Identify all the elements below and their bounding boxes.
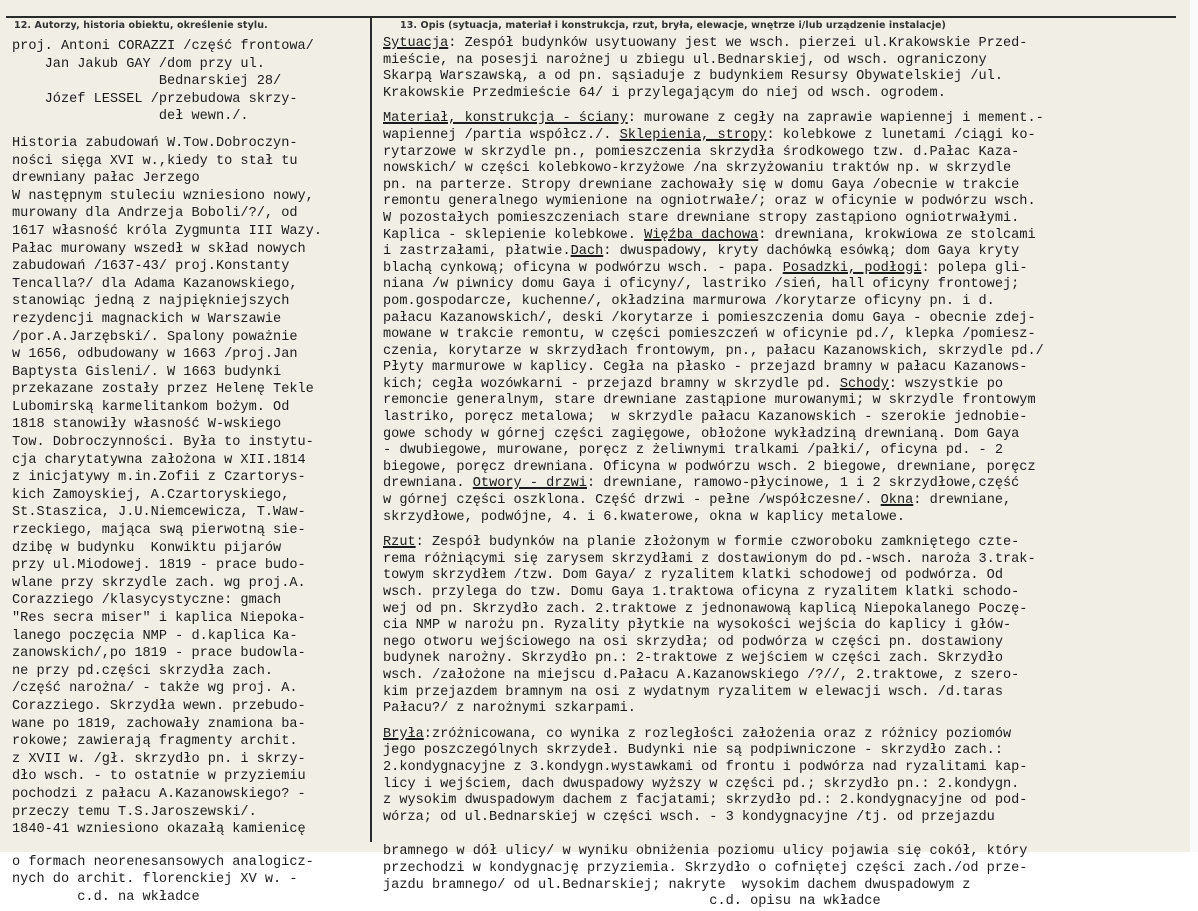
text-line: Bednarskiej 28/ xyxy=(12,74,282,90)
text-line: wej od pn. Skrzydło zach. 2.traktowe z jednonawową kaplicą Niepokalanego Poczę- xyxy=(383,601,1028,617)
text-line: W pozostałych pomieszczeniach stare drewniane stropy zastąpiono ogniotrwałymi. xyxy=(383,210,1020,226)
text-line: przeczy temu T.S.Jaroszewski/. xyxy=(12,804,257,820)
heading-rzut: Rzut xyxy=(383,535,416,551)
text-line: wórza; od ul.Bednarskiej w części wsch. - 3 kondygnacyjne /tj. od przejazdu xyxy=(383,809,995,825)
text-line: Corazziego /klasycystyczne: gmach xyxy=(12,593,282,609)
text-line: z XVII w. /gł. skrzydło pn. i skrzy- xyxy=(12,751,306,767)
text-line: zabudowań /1637-43/ proj.Konstanty xyxy=(12,259,290,275)
heading-bryla: Bryła xyxy=(383,726,424,742)
text-line: stanowiąc jedną z najpiękniejszych xyxy=(12,294,290,310)
text-line: Pałacu?/ z narożnymi szkarpami. xyxy=(383,701,636,717)
text-line: przy ul.Miodowej. 1819 - prace budo- xyxy=(12,558,306,574)
text-line: Corazziego. Skrzydła wewn. przebudo- xyxy=(12,698,306,714)
text-line: pom.gospodarcze, kuchenne/, okładzina marmurowa /korytarze oficyny pn. i d. xyxy=(383,293,995,309)
text-line: drewniany pałac Jerzego xyxy=(12,171,200,187)
top-rule xyxy=(6,16,1176,18)
text-line: Płyty marmurowe w kaplicy. Cegła na płasko - przejazd bramny w pałacu Kazanows- xyxy=(383,360,1028,376)
text-line: pn. na parterze. Stropy drewniane zachowały się w domu Gaya /obecnie w trakcie xyxy=(383,177,1020,193)
text-line: deł wewn./. xyxy=(12,109,249,125)
text-line: Lubomirską karmelitankom bożym. Od xyxy=(12,399,290,415)
text-line: : drewniane, ramowo-płycinowe, 1 i 2 skrzydłowe,część xyxy=(586,476,1020,492)
text-line: zanowskich/,po 1819 - prace budowla- xyxy=(12,646,306,662)
text-line: Tencalla?/ dla Adama Kazanowskiego, xyxy=(12,276,298,292)
text-line: murowany dla Andrzeja Boboli/?/, od xyxy=(12,206,298,222)
text-line: wane po 1819, zachowały znamiona ba- xyxy=(12,716,306,732)
text-line: jego poszczególnych skrzydeł. Budynki nie są podpiwniczone - skrzydło zach.: xyxy=(383,743,1003,759)
continued-note: c.d. opisu na wkładce xyxy=(383,894,881,910)
text-line: wsch. przylega do tzw. Domu Gaya 1.traktowa oficyna z ryzalitem klatki schodo- xyxy=(383,585,1020,600)
text-line: w górnej części oszklona. Część drzwi - pełne /współczesne/. xyxy=(383,493,873,509)
text-line: nego otworu wejściowego na osi skrzydła; od podwórza w części pn. dostawiony xyxy=(383,634,1003,650)
text-line: mowane w trakcie remontu, w części pomieszczeń w oficynie pd./, klepka /pomiesz- xyxy=(383,327,1036,343)
text-line: blachą cynkową; oficyna w podwórzu wsch. - papa. xyxy=(383,260,775,276)
heading-schody: Schody xyxy=(839,376,889,392)
text-line: 1840-41 wzniesiono okazałą kamienicę xyxy=(12,822,306,838)
text-line: 1818 stanowiły własność W-wskiego xyxy=(12,417,282,433)
text-line: 1617 własność króla Zygmunta III Wazy. xyxy=(12,223,322,239)
text-line: : Zespół budynków usytuowany jest we wsch. pierzei ul.Krakowskie Przed- xyxy=(448,36,1028,51)
text-line: - dwubiegowe, murowane, poręcz z żeliwnymi tralkami /pałki/, oficyna pd. - 2 xyxy=(383,443,1003,459)
text-line: kich Zamoyskiej, A.Czartoryskiego, xyxy=(12,487,290,503)
history-column xyxy=(12,38,366,907)
text-line: ności sięga XVI w.,kiedy to stał tu xyxy=(12,153,298,169)
text-line: rzeckiego, mająca swą pierwotną sie- xyxy=(12,523,306,539)
text-line: : wszystkie po xyxy=(888,376,1004,392)
heading-sytuacja: Sytuacja xyxy=(383,36,449,51)
text-line: /część narożna/ - także wg proj. A. xyxy=(12,681,298,697)
text-line: mieście, na posesji narożnej u zbiegu ul.Bednarskiej, od wsch. ograniczony xyxy=(383,52,987,68)
heading-sklepienia: Sklepienia, stropy xyxy=(619,127,767,143)
text-line: W następnym stuleciu wzniesiono nowy, xyxy=(12,188,314,204)
heading-material: Materiał, konstrukcja - ściany xyxy=(383,111,628,127)
text-line: lanego poczęcia NMP - d.kaplica Ka- xyxy=(12,628,298,644)
text-line: : drewniana, krokwiowa ze stolcami xyxy=(758,227,1036,243)
continued-note: c.d. na wkładce xyxy=(12,889,200,905)
text-line: o formach neorenesansowych analogicz- xyxy=(12,854,314,870)
text-line: licy i wejściem, dach dwuspadowy wyższy w części pd.; skrzydło pn.: 2.kondygn. xyxy=(383,776,1020,792)
text-line: "Res secra miser" i kaplica Niepoka- xyxy=(12,611,306,626)
text-line: remontu generalnego wymienione na ogniotrwałe/; oraz w oficynie w podwórzu wsch. xyxy=(383,194,1036,210)
text-line: rema różniącymi się zarysem skrzydłami z dostawionym do pd.-wsch. naroża 3.trak- xyxy=(383,551,1036,567)
text-line: przekazane zostały przez Helenę Tekle xyxy=(12,382,314,398)
text-line: pochodzi z pałacu A.Kazanowskiego? - xyxy=(12,786,306,802)
text-line: :zróżnicowana, co wynika z rozległości założenia oraz z różnicy poziomów xyxy=(423,726,1012,742)
text-line: drewniana. xyxy=(383,476,465,492)
text-line: Pałac murowany wszedł w skład nowych xyxy=(12,241,306,257)
text-line: Historia zabudowań W.Tow.Dobroczyn- xyxy=(12,135,298,151)
heading-otwory: Otwory - drzwi xyxy=(472,476,587,492)
text-line: z wysokim dwuspadowym dachem z facjatami; skrzydło pd.: 2.kondygnacyjne od pod- xyxy=(383,793,1028,809)
field-label-authors-history: 12. Autorzy, historia obiektu, określenie stylu. xyxy=(14,20,268,31)
text-line: w 1656, odbudowany w 1663 /proj.Jan xyxy=(12,347,298,363)
text-line: cja charytatywna założona w XII.1814 xyxy=(12,452,306,468)
text-line: proj. Antoni CORAZZI /część frontowa/ xyxy=(12,39,314,54)
text-line: Skarpą Warszawską, a od pn. sąsiaduje z budynkiem Resursy Obywatelskiej /ul. xyxy=(383,69,1003,85)
text-line: pałacu Kazanowskich/, deski /korytarze i pomieszczenia domu Gaya - obecnie zdej- xyxy=(383,310,1036,326)
text-line: cia NMP w narożu pn. Ryzality płytkie na wysokości wejścia do kaplicy i głów- xyxy=(383,618,1012,634)
heading-posadzki: Posadzki, podłogi xyxy=(782,260,922,276)
text-line: St.Staszica, J.U.Niemcewicza, T.Waw- xyxy=(12,505,306,521)
text-line: skrzydłowe, podwójne, 4. i 6.kwaterowe, okna w kaplicy metalowe. xyxy=(383,509,906,525)
text-line: przechodzi w kondygnację przyziemia. Skrzydło o cofniętej części zach./od prze- xyxy=(383,860,1028,876)
text-line: towym skrzydłem /tzw. Dom Gaya/ z ryzalitem klatki schodowej od podwórza. Od xyxy=(383,568,1003,584)
text-line: nowskich/ w części kolebkowo-krzyżowe /na skrzyżowaniu traktów np. w skrzydle xyxy=(383,161,1012,177)
text-line: : kolebkowe z lunetami /ciągi ko- xyxy=(766,127,1036,143)
text-line: : murowane z cegły na zaprawie wapiennej i mement.- xyxy=(627,111,1044,127)
text-line: Kaplica - sklepienie kolebkowe. xyxy=(383,227,636,243)
text-line: czenia, korytarze w skrzydłach frontowym, pn., pałacu Kazanowskich, skrzydle pd./ xyxy=(383,343,1044,359)
text-line: bramnego w dół ulicy/ w wyniku obniżenia poziomu ulicy pojawia się cokół, który xyxy=(383,844,1028,860)
text-line: wsch. /założone na miejscu d.Pałacu A.Kazanowskiego /?//, 2.traktowe, z szero- xyxy=(383,667,1020,683)
description-column xyxy=(383,36,1183,911)
text-line: niana /w piwnicy domu Gaya i oficyny/, lastriko /sień, hall oficyny frontowej; xyxy=(383,277,1020,293)
text-line: 2.kondygnacyjne z 3.kondygn.wystawkami od frontu i podwórza nad ryzalitami kap- xyxy=(383,759,1028,775)
text-line: Józef LESSEL /przebudowa skrzy- xyxy=(12,91,298,107)
text-line: ne przy pd.części skrzydła zach. xyxy=(12,663,274,679)
text-line: rezydencji magnackich w Warszawie xyxy=(12,311,282,327)
heading-wiezba: Więźba dachowa xyxy=(644,227,759,243)
text-line: kim przejazdem bramnym na osi z wydatnym ryzalitem w elewacji wsch. /d.taras xyxy=(383,684,1003,700)
text-line: kich; cegła wozówkarni - przejazd bramny w skrzydle pd. xyxy=(383,376,832,392)
text-line: dło wsch. - to ostatnie w przyziemiu xyxy=(12,769,306,785)
text-line: rytarzowe w skrzydle pn., pomieszczenia skrzydła środkowego tzw. d.Pałac Kaza- xyxy=(383,144,1020,160)
text-line: wlane przy skrzydle zach. wg proj.A. xyxy=(12,575,306,591)
text-line: rokowe; zawierają fragmenty archit. xyxy=(12,734,298,750)
text-line: Baptysta Gisleni/. W 1663 budynki xyxy=(12,364,282,380)
text-line: : dwuspadowy, kryty dachówką esówką; dom Gaya kryty xyxy=(603,244,1020,260)
text-line: gowe schody w górnej części zagięgowe, obłożone wykładziną drewnianą. Dom Gaya xyxy=(383,426,1020,442)
column-divider xyxy=(370,16,372,842)
text-line: : drewniane, xyxy=(913,493,1012,509)
text-line: /por.A.Jarzębski/. Spalony poważnie xyxy=(12,329,298,345)
field-label-description: 13. Opis (sytuacja, materiał i konstrukcja, rzut, bryła, elewacje, wnętrze i/lub urządzenie instalacje) xyxy=(400,20,947,31)
text-line: Jan Jakub GAY /dom przy ul. xyxy=(12,56,265,72)
heading-okna: Okna xyxy=(880,493,914,509)
text-line: : polepa gli- xyxy=(921,260,1028,276)
text-line: i zastrzałami, płatwie. xyxy=(383,244,571,260)
text-line: nych do archit. florenckiej XV w. - xyxy=(12,872,298,888)
text-line: lastriko, poręcz metalowa; w skrzydle pałacu Kazanowskich - szerokie jednobie- xyxy=(383,410,1028,426)
text-line: z inicjatywy m.in.Zofii z Czartorys- xyxy=(12,470,306,486)
heading-dach: Dach xyxy=(570,244,604,260)
text-line: budynek narożny. Skrzydło pn.: 2-traktowe z wejściem w części zach. Skrzydło xyxy=(383,651,1003,667)
text-line: wapiennej /partia współcz./. xyxy=(383,127,612,143)
text-line: remoncie generalnym, stare drewniane zastąpione murowanymi; w skrzydle frontowym xyxy=(383,393,1036,409)
text-line: jazdu bramnego/ od ul.Bednarskiej; nakryte wysokim dachem dwuspadowym z xyxy=(383,877,971,893)
text-line: : Zespół budynków na planie złożonym w formie czworoboku zamkniętego czte- xyxy=(415,535,1020,551)
text-line: Tow. Dobroczynności. Była to instytu- xyxy=(12,435,314,451)
text-line: Krakowskie Przedmieście 64/ i przylegającym do niej od wsch. ogrodem. xyxy=(383,85,946,101)
text-line: dzibę w budynku Konwiktu pijarów xyxy=(12,540,282,556)
text-line: biegowe, poręcz drewniana. Oficyna w podwórzu wsch. 2 biegowe, drewniane, poręcz xyxy=(383,459,1036,475)
